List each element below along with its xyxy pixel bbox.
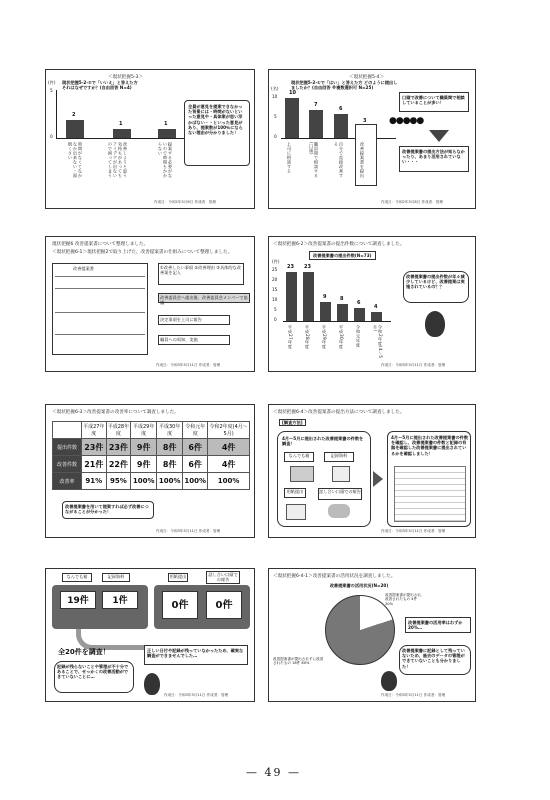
- method-detail-panel: [387, 431, 471, 527]
- method-panel: [277, 431, 371, 527]
- callout: 口頭で改善について職員間で相談していることが多い！: [399, 92, 469, 112]
- box-label: 用紙提出: [168, 573, 188, 582]
- table-header: 平成29年度: [131, 422, 157, 439]
- bar: [309, 110, 323, 138]
- bar: [354, 308, 365, 321]
- mascot-icon: [381, 671, 397, 691]
- slide-footer: 作成日：令和2年5月8日 作成者：管理: [381, 200, 443, 204]
- callout: 改善提案書の提出件数が年々減少しているけど、改善提案は実施されているの？？: [403, 271, 469, 303]
- count-value: 0件: [206, 591, 242, 619]
- callout: 改善提案書の提出方法が知らなかったり、あまり活用されていない・・・: [399, 146, 469, 172]
- table-header: 令和2年度(4月〜5月): [208, 422, 250, 439]
- arrow-right-icon: [373, 471, 383, 487]
- slide-footer: 作成日：令和3年5月11日 作成者：管理: [156, 363, 221, 367]
- bar-value: 1: [119, 121, 123, 127]
- table-header: 平成30年度: [157, 422, 183, 439]
- form-line: [55, 312, 145, 313]
- category-label: 改善提案書を提出: [360, 142, 365, 178]
- box-label: 話し合い口頭での報告: [206, 571, 240, 584]
- step-box: 決定事項を上司に報告: [158, 315, 230, 325]
- count-value: 1件: [102, 591, 138, 609]
- arrow-down-icon: [429, 130, 449, 142]
- chart-title: 改善提案書の活用状況(N=20): [329, 583, 389, 588]
- slide-heading: 現状把握5-2-②で「いいえ」と答えた方 それはなぜですか？(自由回答 N=4): [62, 80, 138, 91]
- callout: 改善提案書の活用率はわずか20%…: [405, 617, 471, 633]
- table-cell: 21件: [82, 456, 107, 473]
- y-tick: 15: [272, 287, 278, 292]
- y-axis-unit: (件): [272, 259, 280, 264]
- slide-title: ＜現状把握5-4＞: [349, 75, 385, 80]
- table-header: 令和元年度: [183, 422, 208, 439]
- y-tick: 5: [274, 307, 277, 312]
- table-cell: 91%: [82, 473, 107, 490]
- table-cell: 改善件数: [53, 456, 82, 473]
- category-label: 平成30年度: [339, 325, 344, 349]
- y-axis-unit: (件): [48, 80, 56, 85]
- slide-title: ＜現状把握6-2＞改善提案書の提出件数について調査しました。: [273, 242, 405, 247]
- form-line: [55, 276, 145, 277]
- slide-subtitle: ＜現状把握6-1＞現状把握2で取り上げた、改善提案書の仕組みについて整理しました。: [52, 250, 233, 255]
- y-tick: 5: [274, 114, 277, 119]
- table-cell: 4件: [208, 439, 250, 456]
- step-box: 改善委員会へ提出後、改善委員会メンバーで協議: [158, 293, 250, 303]
- total-count: 全20件を調査！: [58, 648, 110, 656]
- step-box: 職員への周知、実施: [158, 335, 230, 345]
- bar-value: 10: [289, 90, 296, 96]
- bar: [337, 304, 348, 321]
- slide-footer: 作成日：令和3年5月11日 作成者：管理: [156, 529, 221, 533]
- callout: 正しい日付や記録が残っていなかったため、確実な調査ができませんでした…: [144, 645, 248, 665]
- bar-value: 9: [323, 294, 327, 300]
- form-title: 改善提案書: [73, 266, 94, 271]
- table-row: [53, 439, 250, 456]
- paper-icon: [286, 504, 306, 520]
- bar-value: 6: [339, 106, 343, 112]
- slide-survey-6-4-1: [268, 568, 476, 702]
- box-label: 話し合い口頭での報告: [318, 488, 362, 500]
- callout: 全員が意見を提案できなかった背景には・時間がないといった意見や・具体案が思い浮かばない・・といった意見があり、提案数が100％にならない理由が分かりました！: [184, 100, 250, 166]
- slide-footer: 作成日：令和3年5月11日 作成者：管理: [381, 363, 446, 367]
- table-header: 平成28年度: [106, 422, 131, 439]
- table-cell: 4件: [208, 456, 250, 473]
- y-tick: 0: [274, 134, 277, 139]
- pie-label: 改善提案書が提出されずに改善されたもの 16件 80%: [273, 657, 324, 666]
- slide-title: ＜現状把握6-4＞改善提案書の提出方法について調査しました。: [273, 410, 405, 415]
- chart-title: 改善提案書の提出件数(N=73): [309, 251, 376, 260]
- bar-value: 2: [72, 112, 76, 118]
- page-number: — 49 —: [246, 766, 301, 779]
- y-tick: 25: [272, 267, 278, 272]
- mascot-icon: [425, 311, 445, 337]
- table-cell: 95%: [106, 473, 131, 490]
- bar: [320, 302, 331, 321]
- category-label: 自分で直接改善する: [334, 142, 344, 178]
- box-label: 用紙提出: [284, 488, 306, 498]
- table-cell: 改善率: [53, 473, 82, 490]
- table-header: [53, 422, 82, 439]
- table-cell: 8件: [157, 456, 183, 473]
- category-label: 上司に相談する: [287, 142, 292, 174]
- x-axis: [283, 321, 391, 322]
- table-header-row: [53, 422, 250, 439]
- bar-value: 23: [287, 264, 294, 270]
- box-label: なんでも箱: [284, 452, 314, 462]
- y-tick: 20: [272, 277, 278, 282]
- callout: 改善提案書に記録として残っていないため、過去のデータの管理ができていないことも分かりました！: [399, 645, 471, 675]
- box-icon: [290, 466, 314, 482]
- bar-value: 4: [374, 304, 378, 310]
- form-image: [394, 466, 466, 522]
- bar: [303, 272, 314, 321]
- y-tick: 10: [272, 94, 278, 99]
- category-label: 令和2年度(4〜5月): [373, 325, 383, 359]
- bar-value: 7: [314, 102, 318, 108]
- bar-value: 8: [340, 296, 344, 302]
- slide-footer: 作成日：令和2年5月8日 作成者：管理: [154, 200, 216, 204]
- improvement-table: [52, 421, 250, 490]
- table-cell: 23件: [82, 439, 107, 456]
- bar-value: 23: [304, 264, 311, 270]
- y-tick-max: 5: [50, 88, 53, 93]
- y-tick: 10: [272, 297, 278, 302]
- table-cell: 8件: [157, 439, 183, 456]
- bar-value: 3: [363, 118, 367, 124]
- slide-footer: 作成日：令和3年5月11日 作成者：管理: [381, 529, 446, 533]
- slide-title: ＜現状把握6-3＞改善提案書の改善率について調査しました。: [52, 410, 179, 415]
- box-label: 記録資料: [324, 452, 354, 462]
- slide-survey-5-3: [45, 69, 255, 209]
- table-cell: 100%: [157, 473, 183, 490]
- box-label: 記録資料: [102, 573, 130, 582]
- method-text: 4月〜5月に提出された改善提案書の件数を調査！: [282, 436, 364, 447]
- category-label: 改善しようと思う気持ちがあってもアイデアが出ないので困ってしまう: [108, 142, 128, 178]
- category-label: 平成29年度: [322, 325, 327, 349]
- category-label: 平成27年度: [288, 325, 293, 349]
- slide-footer: 作成日：令和3年5月11日 作成者：管理: [381, 693, 446, 697]
- category-label: 時間がなくてなかなか出来ない・面倒くさい: [68, 142, 83, 178]
- category-label: 令和元年度: [356, 325, 361, 348]
- pie-label: 改善提案書が提出され、改善されたもの 4件 20%: [385, 593, 425, 606]
- bar: [334, 114, 348, 138]
- table-cell: 9件: [131, 456, 157, 473]
- people-icon: [328, 504, 350, 518]
- slide-survey-6-2: [268, 236, 476, 372]
- slide-survey-6-1: [45, 236, 255, 372]
- table-row: [53, 456, 250, 473]
- bar: [286, 272, 297, 321]
- bar-value: 1: [164, 121, 168, 127]
- bar: [66, 120, 84, 138]
- bar: [371, 312, 382, 321]
- y-axis: [56, 90, 57, 138]
- table-cell: 100%: [131, 473, 157, 490]
- count-value: 19件: [60, 591, 96, 609]
- document-icon: [332, 466, 350, 482]
- category-label: 平成28年度: [305, 325, 310, 349]
- form-line: [55, 288, 145, 289]
- slide-title: 現状把握6 改善提案書について整理しました。: [52, 242, 149, 247]
- table-cell: 6件: [183, 439, 208, 456]
- slide-title: ＜現状把握6-4-1＞改善提案書の活用状況を調査しました。: [273, 574, 396, 579]
- slide-heading: 現状把握5-2-①で「はい」と答えた方 どのように提出しましたか？(自由回答 ※複数選択可 N=25): [291, 80, 398, 91]
- slide-survey-results: [45, 568, 255, 702]
- table-cell: 提出件数: [53, 439, 82, 456]
- callout: 改善提案書を用いて提案すれば必ず改善につながることが分かった！: [62, 501, 154, 519]
- bar-value: 6: [357, 300, 361, 306]
- bar: [285, 98, 299, 138]
- box-label: なんでも箱: [62, 573, 92, 582]
- table-cell: 100%: [183, 473, 208, 490]
- slide-title: ＜現状把握5-3＞: [108, 75, 144, 80]
- form-image: [52, 263, 148, 355]
- slide-survey-6-4: [268, 404, 476, 538]
- table-header: 平成27年度: [82, 422, 107, 439]
- table-cell: 9件: [131, 439, 157, 456]
- y-tick-zero: 0: [50, 134, 53, 139]
- bar: [113, 129, 131, 138]
- category-label: 職員間で相談する(口頭): [309, 142, 319, 178]
- category-label: 提案する必要がないので時間もかからない: [158, 142, 173, 178]
- table-cell: 100%: [208, 473, 250, 490]
- x-axis: [281, 138, 396, 139]
- table-cell: 6件: [183, 456, 208, 473]
- people-icons: ●●●●●: [389, 116, 424, 126]
- highlight-box: [355, 124, 377, 186]
- method-detail-text: 4月〜5月に提出された改善提案書の件数を確認し、改善提案書の件数と記録の有無を確認した改善提案書に提出されているかを確認しました！: [391, 435, 469, 456]
- callout: 記録が残らないことや管理が不十分であることで、せっかくの改善活動ができていないことに…: [54, 661, 134, 693]
- slide-footer: 作成日：令和3年5月11日 作成者：管理: [164, 693, 229, 697]
- bar: [158, 129, 176, 138]
- y-axis-unit: (名): [271, 86, 279, 91]
- method-label: [調査方法]: [279, 419, 306, 426]
- table-cell: 22件: [106, 456, 131, 473]
- mascot-icon: [144, 673, 160, 695]
- slide-survey-6-3: [45, 404, 255, 538]
- table-row: [53, 473, 250, 490]
- step-box: ①改善したい事項 ②改善理由 ③具体的な改善案を記入: [158, 263, 244, 285]
- form-line: [55, 334, 145, 335]
- y-tick: 0: [274, 317, 277, 322]
- slide-survey-5-4: [268, 69, 476, 209]
- count-value: 0件: [162, 591, 198, 619]
- table-cell: 23件: [106, 439, 131, 456]
